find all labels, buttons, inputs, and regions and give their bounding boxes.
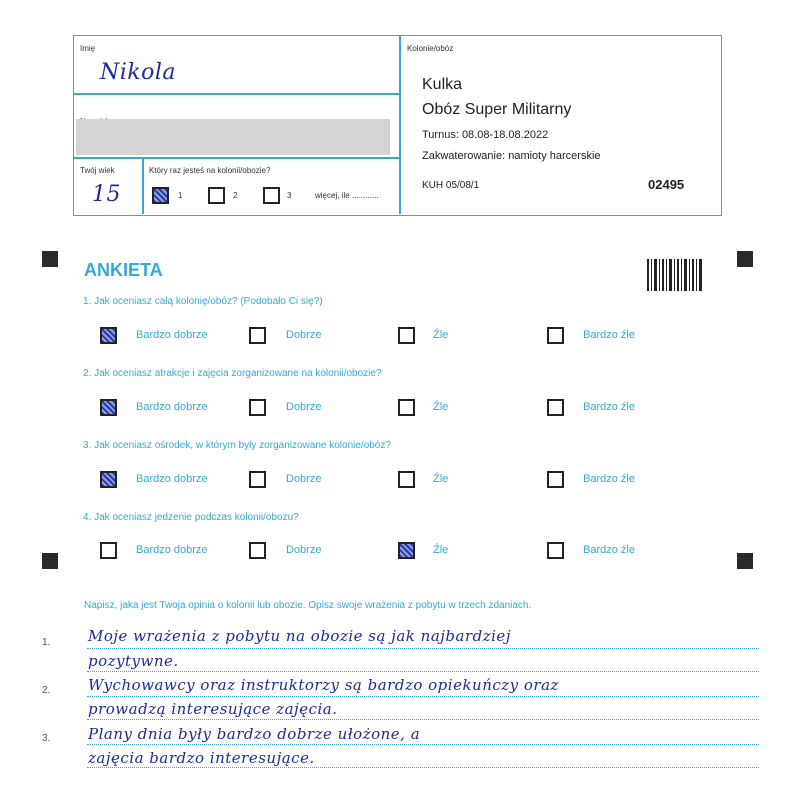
- q2-checkbox-bardzo-źle[interactable]: [547, 399, 564, 416]
- ktory-raz-checkbox-3[interactable]: [263, 187, 280, 204]
- q3-option-label: Bardzo dobrze: [136, 473, 208, 485]
- q1-option-label: Bardzo dobrze: [136, 329, 208, 341]
- answer-text: zajęcia bardzo interesujące.: [88, 749, 315, 767]
- divider: [399, 36, 401, 214]
- q4-checkbox-bardzo-dobrze[interactable]: [100, 542, 117, 559]
- q1-checkbox-źle[interactable]: [398, 327, 415, 344]
- divider: [142, 157, 144, 214]
- kolonia-label: Kolonie/obóz: [407, 44, 454, 53]
- q3-option-label: Bardzo źle: [583, 473, 635, 485]
- q3-option-label: Źle: [433, 473, 449, 485]
- q4-checkbox-źle[interactable]: [398, 542, 415, 559]
- answer-text: prowadzą interesujące zajęcia.: [88, 700, 338, 718]
- q4-option-label: Bardzo źle: [583, 544, 635, 556]
- zakwaterowanie: Zakwaterowanie: namioty harcerskie: [422, 150, 601, 162]
- redacted-surname: [76, 119, 390, 155]
- q2-option-label: Bardzo dobrze: [136, 401, 208, 413]
- q3-checkbox-dobrze[interactable]: [249, 471, 266, 488]
- answer-line: [87, 648, 759, 649]
- opinion-prompt: Napisz, jaka jest Twoja opinia o kolonii lub obozie. Opisz swoje wrażenia z pobytu w trzech zdaniach.: [84, 600, 532, 611]
- question-2: 2. Jak oceniasz atrakcje i zajęcia zorganizowane na kolonii/obozie?: [83, 368, 382, 379]
- answer-line: [87, 671, 759, 672]
- ktory-raz-checkbox-1[interactable]: [152, 187, 169, 204]
- question-3: 3. Jak oceniasz ośrodek, w którym były zorganizowane kolonie/obóz?: [83, 440, 391, 451]
- q1-option-label: Źle: [433, 329, 449, 341]
- q2-checkbox-dobrze[interactable]: [249, 399, 266, 416]
- answer-line: [87, 744, 759, 745]
- divider: [74, 93, 399, 95]
- answer-text: pozytywne.: [88, 652, 179, 670]
- wiek-label: Twój wiek: [80, 166, 115, 175]
- oboz-name: Obóz Super Militarny: [422, 101, 572, 118]
- q1-option-label: Dobrze: [286, 329, 322, 341]
- ktory-raz-option-more: więcej, ile ............: [315, 191, 379, 200]
- divider: [74, 157, 399, 159]
- answer-line: [87, 719, 759, 720]
- answer-text: Plany dnia były bardzo dobrze ułożone, a: [88, 725, 421, 743]
- registration-mark: [737, 251, 753, 267]
- barcode: [647, 259, 703, 291]
- q1-option-label: Bardzo źle: [583, 329, 635, 341]
- q2-option-label: Dobrze: [286, 401, 322, 413]
- ktory-raz-label: Który raz jesteś na kolonii/obozie?: [149, 166, 271, 175]
- line-number-1: 1.: [42, 637, 51, 648]
- question-1: 1. Jak oceniasz całą kolonię/obóz? (Podobało Ci się?): [83, 296, 323, 307]
- registration-mark: [42, 553, 58, 569]
- q3-checkbox-źle[interactable]: [398, 471, 415, 488]
- q2-checkbox-źle[interactable]: [398, 399, 415, 416]
- form-number: 02495: [648, 177, 685, 192]
- q4-option-label: Bardzo dobrze: [136, 544, 208, 556]
- q2-option-label: Bardzo źle: [583, 401, 635, 413]
- q4-checkbox-bardzo-źle[interactable]: [547, 542, 564, 559]
- ktory-raz-option-1: 1: [178, 191, 183, 200]
- q3-checkbox-bardzo-źle[interactable]: [547, 471, 564, 488]
- registration-mark: [42, 251, 58, 267]
- q3-option-label: Dobrze: [286, 473, 322, 485]
- q3-checkbox-bardzo-dobrze[interactable]: [100, 471, 117, 488]
- imie-value: Nikola: [100, 60, 177, 85]
- q1-checkbox-bardzo-dobrze[interactable]: [100, 327, 117, 344]
- ktory-raz-option-2: 2: [233, 191, 238, 200]
- answer-line: [87, 767, 759, 768]
- wiek-value: 15: [92, 182, 121, 207]
- ktory-raz-option-3: 3: [287, 191, 292, 200]
- question-4: 4. Jak oceniasz jedzenie podczas kolonii/obozu?: [83, 512, 299, 523]
- page-title: ANKIETA: [84, 260, 163, 280]
- registration-mark: [737, 553, 753, 569]
- line-number-3: 3.: [42, 733, 51, 744]
- answer-line: [87, 696, 759, 697]
- q4-option-label: Źle: [433, 544, 449, 556]
- q4-option-label: Dobrze: [286, 544, 322, 556]
- q1-checkbox-dobrze[interactable]: [249, 327, 266, 344]
- imie-label: Imię: [80, 44, 96, 53]
- q4-checkbox-dobrze[interactable]: [249, 542, 266, 559]
- q2-option-label: Źle: [433, 401, 449, 413]
- q1-checkbox-bardzo-źle[interactable]: [547, 327, 564, 344]
- answer-text: Wychowawcy oraz instruktorzy są bardzo opiekuńczy oraz: [88, 676, 559, 694]
- answer-text: Moje wrażenia z pobytu na obozie są jak najbardziej: [88, 627, 511, 645]
- ktory-raz-checkbox-2[interactable]: [208, 187, 225, 204]
- line-number-2: 2.: [42, 685, 51, 696]
- q2-checkbox-bardzo-dobrze[interactable]: [100, 399, 117, 416]
- header-box: [73, 35, 722, 216]
- turnus: Turnus: 08.08-18.08.2022: [422, 129, 549, 141]
- kolonia-name: Kulka: [422, 76, 463, 93]
- code: KUH 05/08/1: [422, 180, 480, 191]
